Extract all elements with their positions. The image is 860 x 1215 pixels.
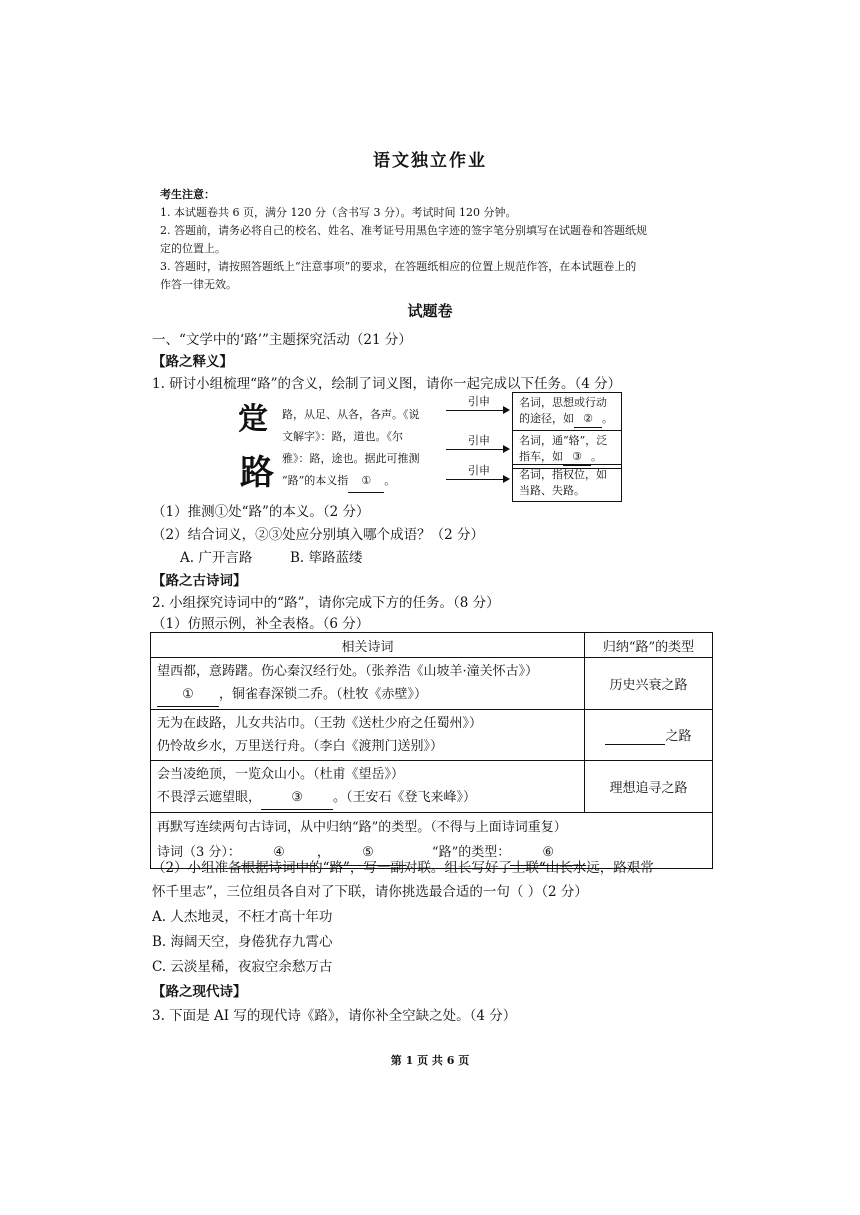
table-row: 无为在歧路，儿女共沾巾。（王勃《送杜少府之任蜀州》） 仍怜故乡水，万里送行舟。（李白《渡荆门送别》） 之路 [151,710,713,761]
table-blank-4[interactable]: ④ [241,840,317,866]
option-c: C. 云淡星稀，夜寂空余愁万古 [152,959,333,975]
arrow-label: 引申 [468,434,490,447]
table-header-type: 归纳“路”的类型 [585,633,713,658]
notice-item: 定的位置上。 [160,242,226,255]
question-3: 3. 下面是 AI 写的现代诗《路》，请你补全空缺之处。（4 分） [152,1008,517,1024]
seal-script-character: 䟫 [238,402,268,437]
diagram-line: 文解字》：路，道也。《尔 [282,430,403,443]
diagram-line: “路”的本义指 ① 。 [282,470,447,493]
option-b: B. 海阔天空，身倦犹存九霄心 [152,934,333,950]
question-2-1: （1）仿照示例，补全表格。（6 分） [152,616,370,632]
page-title: 语文独立作业 [373,151,487,171]
notice-block [160,186,720,294]
table-blank-6[interactable]: ⑥ [510,840,586,866]
subsection-ancient-poems: 【路之古诗词】 [152,573,247,589]
question-1-2: （2）结合词义，②③处应分别填入哪个成语？（2 分） [152,527,484,543]
arrow-line [446,479,504,480]
section-title: 试题卷 [407,302,453,320]
meaning-box-path: 名词，思想或行动的途径，如 ② 。 [512,392,622,431]
diagram-line: 雅》：路，途也。据此可推测 [282,452,420,465]
table-row: 再默写连续两句古诗词，从中归纳“路”的类型。（不得与上面诗词重复） 诗词（3 分）： ④ ， ⑤ “路”的类型： ⑥ [151,813,713,869]
question-2-2-line1: （2）小组准备根据诗词中的“路”，写一副对联。组长写好了上联“山长水远，路艰常 [152,860,654,876]
meaning-box-position: 名词，指权位，如当路、失路。 [512,464,622,502]
question-2: 2. 小组探究诗词中的“路”，请你完成下方的任务。（8 分） [152,595,500,611]
type-cell: 之路 [585,710,713,761]
arrow-label: 引申 [468,464,490,477]
diagram-explanation [282,404,447,493]
arrow-head-icon [503,475,510,483]
blank-3[interactable]: ③ [563,449,591,466]
subsection-modern-poetry: 【路之现代诗】 [152,984,247,1000]
page-footer: 第 1 页 共 6 页 [390,1054,470,1067]
diagram-line: 路，从足、从各，各声。《说 [282,408,420,421]
table-blank-3[interactable]: ③ [261,786,333,810]
arrow-head-icon [503,406,510,414]
blank-2[interactable]: ② [574,411,602,428]
table-blank-5[interactable]: ⑤ [330,840,406,866]
meaning-box-carriage: 名词，通“辂”，泛指车，如 ③ 。 [512,430,622,469]
type-cell: 历史兴衰之路 [585,658,713,710]
notice-heading: 考生注意： [160,188,215,201]
notice-item: 2. 答题前，请务必将自己的校名、姓名、准考证号用黑色字迹的签字笔分别填写在试题卷和答题纸规 [160,224,647,237]
subsection-meaning: 【路之释义】 [152,354,233,370]
table-header-poems: 相关诗词 [151,633,585,658]
arrow-line [446,449,504,450]
table-blank-1[interactable]: ① [157,683,219,707]
question-2-2-line2: 怀千里志”，三位组员各自对了下联，请你挑选最合适的一句（ ）（2 分） [152,884,588,900]
table-row: 望西都，意踌躇。伤心秦汉经行处。（张养浩《山坡羊·潼关怀古》） ① ，铜雀春深锁二乔。（杜牧《赤壁》） 历史兴衰之路 [151,658,713,710]
option-a: A. 人杰地灵，不枉才高十年功 [152,909,333,925]
notice-item: 作答一律无效。 [160,278,237,291]
type-cell: 理想追寻之路 [585,761,713,813]
notice-item: 3. 答题时，请按照答题纸上“注意事项”的要求，在答题纸相应的位置上规范作答，在本试题卷上的 [160,260,637,273]
table-blank-2[interactable] [605,729,665,745]
part1-title: 一、“文学中的‘路’”主题探究活动（21 分） [152,332,412,348]
option-a: A. 广开言路 [180,550,253,566]
question-1-1: （1）推测①处“路”的本义。（2 分） [152,504,370,520]
question-1: 1. 研讨小组梳理“路”的含义，绘制了词义图，请你一起完成以下任务。（4 分） [152,376,622,392]
arrow-label: 引申 [468,395,490,408]
notice-item: 1. 本试题卷共 6 页，满分 120 分（含书写 3 分）。考试时间 120 分钟。 [160,206,517,219]
lu-character: 路 [240,453,274,493]
blank-1[interactable]: ① [348,470,384,493]
arrow-head-icon [503,445,510,453]
arrow-line [446,410,504,411]
option-b: B. 筚路蓝缕 [290,550,363,566]
table-row: 会当凌绝顶，一览众山小。（杜甫《望岳》） 不畏浮云遮望眼， ③ 。（王安石《登飞来峰》） 理想追寻之路 [151,761,713,813]
poem-table [150,632,713,869]
